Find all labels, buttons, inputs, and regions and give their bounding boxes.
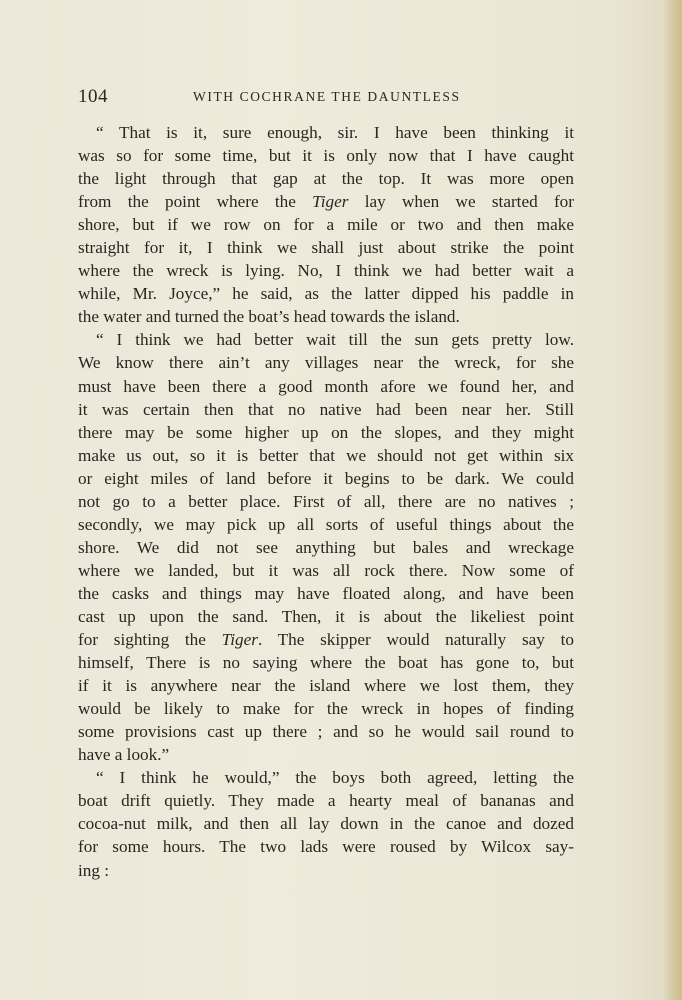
text-line: if it is anywhere near the island where we lost them, they xyxy=(78,676,574,696)
text-line: there may be some higher up on the slopes, and they might xyxy=(78,422,574,442)
text-line: “ I think he would,” the boys both agreed, letting the xyxy=(96,768,574,788)
text-line: the light through that gap at the top. It was more open xyxy=(78,169,574,189)
text-line: ing : xyxy=(78,860,110,880)
text-line: cast up upon the sand. Then, it is about the likeliest point xyxy=(78,606,574,626)
text-line: straight for it, I think we shall just about strike the point xyxy=(78,238,574,258)
text-line: some provisions cast up there ; and so he would sail round to xyxy=(78,722,574,742)
text-line: shore, but if we row on for a mile or two and then make xyxy=(78,215,574,235)
text-line: make us out, so it is better that we should not get within six xyxy=(78,445,574,465)
text-line: boat drift quietly. They made a hearty meal of bananas and xyxy=(78,791,574,811)
page-header xyxy=(78,86,574,110)
text-line: the water and turned the boat’s head towards the island. xyxy=(78,307,460,327)
page-edge-shading xyxy=(664,0,682,1000)
text-line: where the wreck is lying. No, I think we had better wait a xyxy=(78,261,574,281)
text-line: or eight miles of land before it begins to be dark. We could xyxy=(78,468,574,488)
ship-name: Tiger xyxy=(221,630,258,650)
text-line: not go to a better place. First of all, there are no natives ; xyxy=(78,491,574,511)
text-line: cocoa-nut milk, and then all lay down in the canoe and dozed xyxy=(78,814,574,834)
text-line: secondly, we may pick up all sorts of useful things about the xyxy=(78,514,574,534)
body-text xyxy=(78,121,574,882)
page-number: 104 xyxy=(78,86,108,107)
text-line: was so for some time, but it is only now that I have caught xyxy=(78,146,574,166)
text-line: shore. We did not see anything but bales and wreckage xyxy=(78,537,574,557)
text-line: while, Mr. Joyce,” he said, as the latter dipped his paddle in xyxy=(78,284,574,304)
text-line: where we landed, but it was all rock there. Now some of xyxy=(78,560,574,580)
text-line: must have been there a good month afore we found her, and xyxy=(78,376,574,396)
text-line: “ That is it, sure enough, sir. I have been thinking it xyxy=(96,123,574,142)
text-line: for sighting the Tiger. The skipper would naturally say to xyxy=(78,630,574,650)
text-line: himself, There is no saying where the boat has gone to, but xyxy=(78,653,574,673)
text-line: would be likely to make for the wreck in hopes of finding xyxy=(78,699,574,719)
text-line: have a look.” xyxy=(78,745,170,765)
text-line: We know there ain’t any villages near the wreck, for she xyxy=(78,353,574,373)
text-line: from the point where the Tiger lay when we started for xyxy=(78,192,574,212)
text-line: for some hours. The two lads were roused by Wilcox say- xyxy=(78,837,574,857)
text-line: “ I think we had better wait till the sun gets pretty low. xyxy=(96,330,574,350)
running-title: WITH COCHRANE THE DAUNTLESS xyxy=(193,89,461,104)
text-line: it was certain then that no native had been near her. Still xyxy=(78,399,574,419)
ship-name: Tiger xyxy=(312,192,349,212)
text-line: the casks and things may have floated along, and have been xyxy=(78,583,574,603)
